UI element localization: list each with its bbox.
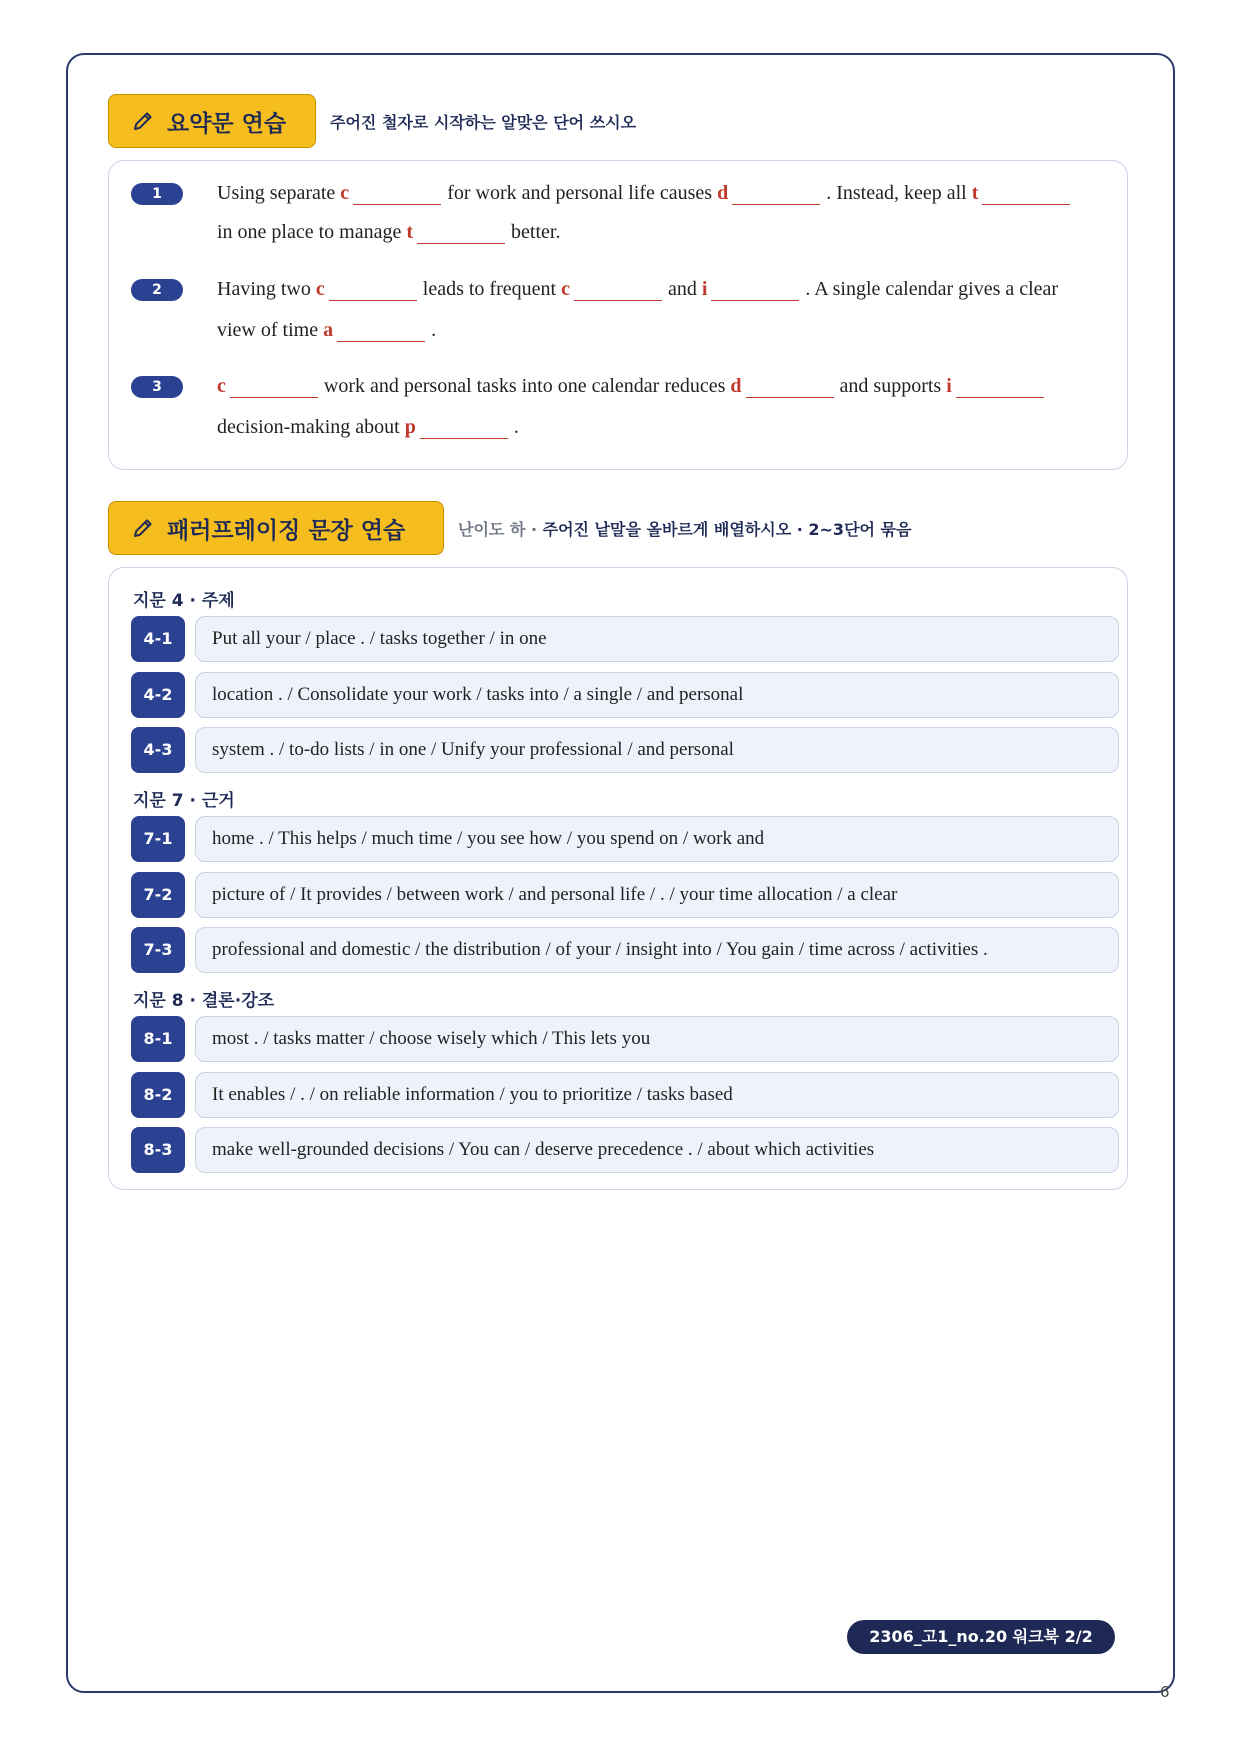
group-label: 지문 4 · 주제	[133, 591, 235, 611]
group-label: 지문 8 · 결론·강조	[133, 991, 275, 1011]
section-paraphrase-title: 패러프레이징 문장 연습	[167, 517, 406, 544]
answer-blank[interactable]	[574, 279, 662, 301]
exercise-row	[131, 727, 1119, 773]
word-chunks-field[interactable]: professional and domestic / the distribution / of your / insight into / You gain / time across / activities .	[195, 927, 1119, 973]
answer-blank[interactable]	[711, 279, 799, 301]
exercise-row	[131, 816, 1119, 862]
row-badge: 4-3	[131, 727, 185, 773]
item-number: 2	[131, 279, 183, 301]
row-badge: 4-1	[131, 616, 185, 662]
row-badge: 7-2	[131, 872, 185, 918]
paraphrase-box	[108, 567, 1128, 1190]
exercise-row	[131, 1072, 1119, 1118]
word-chunks-field[interactable]: location . / Consolidate your work / tasks into / a single / and personal	[195, 672, 1119, 718]
answer-blank[interactable]	[746, 376, 834, 398]
summary-text: and	[667, 278, 702, 300]
word-chunks-field[interactable]: system . / to-do lists / in one / Unify your professional / and personal	[195, 727, 1119, 773]
difficulty-label: 난이도 하 ·	[458, 520, 538, 539]
page-number: 6	[1160, 1683, 1170, 1701]
hint-letter: t	[406, 221, 414, 243]
summary-text: leads to frequent	[422, 278, 562, 300]
hint-letter: d	[730, 375, 742, 397]
word-chunks-field[interactable]: picture of / It provides / between work / and personal life / . / your time allocation / a clear	[195, 872, 1119, 918]
section-summary-instruction: 주어진 철자로 시작하는 알맞은 단어 쓰시오	[330, 113, 637, 132]
answer-blank[interactable]	[329, 279, 417, 301]
hint-letter: i	[946, 375, 952, 397]
row-badge: 8-2	[131, 1072, 185, 1118]
answer-blank[interactable]	[420, 417, 508, 439]
summary-text: . Instead, keep all	[826, 182, 972, 204]
summary-text: and supports	[839, 375, 947, 397]
hint-letter: c	[340, 182, 350, 204]
summary-text: .	[431, 319, 437, 341]
workbook-label: 2306_고1_no.20 워크북 2/2	[847, 1620, 1115, 1654]
word-chunks-field[interactable]: home . / This helps / much time / you see how / you spend on / work and	[195, 816, 1119, 862]
summary-text: Having two	[217, 278, 316, 300]
hint-letter: c	[561, 278, 570, 300]
summary-text: decision-making about	[217, 416, 405, 438]
answer-blank[interactable]	[982, 183, 1070, 205]
summary-box	[108, 160, 1128, 470]
pencil-icon	[131, 109, 155, 133]
summary-text: better.	[511, 221, 561, 243]
summary-line	[217, 269, 1058, 309]
summary-text: for work and personal life causes	[447, 182, 718, 204]
section-summary-tab	[108, 94, 316, 148]
summary-line	[217, 366, 1050, 406]
answer-blank[interactable]	[230, 376, 318, 398]
hint-letter: t	[971, 182, 979, 204]
summary-line	[217, 407, 519, 447]
hint-letter: d	[717, 182, 729, 204]
word-chunks-field[interactable]: make well-grounded decisions / You can / deserve precedence . / about which activities	[195, 1127, 1119, 1173]
exercise-row	[131, 1127, 1119, 1173]
exercise-row	[131, 1016, 1119, 1062]
row-badge: 4-2	[131, 672, 185, 718]
exercise-row	[131, 616, 1119, 662]
row-badge: 7-3	[131, 927, 185, 973]
section-paraphrase-tab	[108, 501, 444, 555]
word-chunks-field[interactable]: most . / tasks matter / choose wisely which / This lets you	[195, 1016, 1119, 1062]
instruction-text: 주어진 낱말을 올바르게 배열하시오 · 2~3단어 묶음	[542, 520, 912, 539]
hint-letter: c	[217, 375, 226, 397]
section-paraphrase-instruction	[458, 517, 911, 540]
answer-blank[interactable]	[353, 183, 441, 205]
summary-text: work and personal tasks into one calendar reduces	[323, 375, 731, 397]
exercise-row	[131, 927, 1119, 973]
row-badge: 8-3	[131, 1127, 185, 1173]
answer-blank[interactable]	[337, 320, 425, 342]
exercise-row	[131, 672, 1119, 718]
hint-letter: p	[404, 416, 416, 438]
summary-line	[217, 212, 560, 252]
summary-line	[217, 173, 1076, 213]
answer-blank[interactable]	[417, 222, 505, 244]
item-number: 1	[131, 183, 183, 205]
summary-text: in one place to manage	[217, 221, 407, 243]
summary-text: view of time	[217, 319, 324, 341]
summary-text: . A single calendar gives a clear	[805, 278, 1059, 300]
pencil-icon	[131, 516, 155, 540]
word-chunks-field[interactable]: It enables / . / on reliable information / you to prioritize / tasks based	[195, 1072, 1119, 1118]
hint-letter: a	[323, 319, 334, 341]
row-badge: 8-1	[131, 1016, 185, 1062]
summary-text: Using separate	[217, 182, 341, 204]
answer-blank[interactable]	[956, 376, 1044, 398]
exercise-row	[131, 872, 1119, 918]
hint-letter: c	[315, 278, 325, 300]
section-summary-title: 요약문 연습	[167, 110, 287, 137]
group-label: 지문 7 · 근거	[133, 791, 235, 811]
summary-text: .	[513, 416, 519, 438]
word-chunks-field[interactable]: Put all your / place . / tasks together / in one	[195, 616, 1119, 662]
summary-line	[217, 310, 436, 350]
hint-letter: i	[701, 278, 708, 300]
row-badge: 7-1	[131, 816, 185, 862]
item-number: 3	[131, 376, 183, 398]
answer-blank[interactable]	[732, 183, 820, 205]
